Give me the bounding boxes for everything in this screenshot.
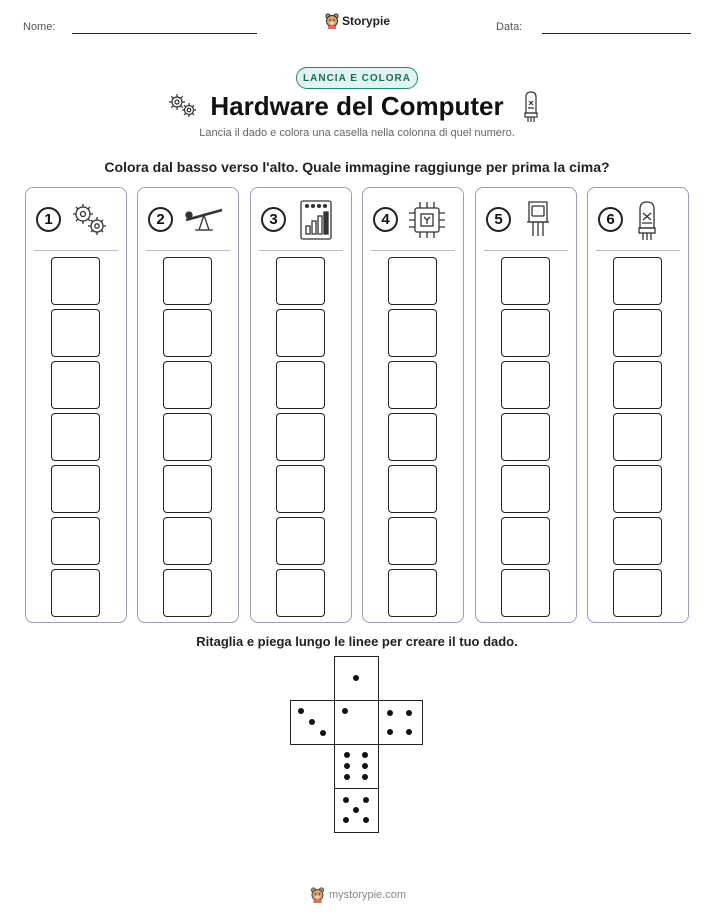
color-cell[interactable] xyxy=(163,361,212,409)
footer-site: mystorypie.com xyxy=(329,889,407,901)
die-pip xyxy=(342,708,348,714)
column-divider xyxy=(484,250,568,251)
column-2 xyxy=(137,187,239,623)
subtitle: Lancia il dado e colora una casella nella colonna di quel numero. xyxy=(199,127,515,139)
gears-icon xyxy=(70,200,110,240)
color-cell[interactable] xyxy=(613,257,662,305)
color-cell[interactable] xyxy=(501,413,550,461)
die-pip xyxy=(344,752,350,758)
column-6 xyxy=(587,187,689,623)
die-face xyxy=(334,700,379,745)
die-pip xyxy=(406,710,412,716)
color-cell[interactable] xyxy=(501,257,550,305)
color-cell[interactable] xyxy=(51,413,100,461)
brand-name: Storypie xyxy=(342,14,391,28)
vacuum-tube-icon xyxy=(632,200,662,242)
name-label: Nome: xyxy=(23,21,56,33)
color-cell[interactable] xyxy=(613,361,662,409)
color-cell[interactable] xyxy=(276,517,325,565)
column-divider xyxy=(371,250,455,251)
color-cell[interactable] xyxy=(276,361,325,409)
color-cell[interactable] xyxy=(388,361,437,409)
die-face xyxy=(378,700,423,745)
column-divider xyxy=(34,250,118,251)
die-pip xyxy=(309,719,315,725)
column-3 xyxy=(250,187,352,623)
column-number: 5 xyxy=(486,207,511,232)
die-pip xyxy=(343,797,349,803)
die-pip xyxy=(344,774,350,780)
color-cell[interactable] xyxy=(51,309,100,357)
die-pip xyxy=(363,797,369,803)
bear-icon xyxy=(310,887,325,903)
color-cell[interactable] xyxy=(163,309,212,357)
die-pip xyxy=(362,752,368,758)
color-cell[interactable] xyxy=(276,257,325,305)
color-cell[interactable] xyxy=(613,569,662,617)
column-number: 2 xyxy=(148,207,173,232)
transistor-icon xyxy=(520,200,556,240)
date-line[interactable] xyxy=(542,33,691,34)
column-divider xyxy=(259,250,343,251)
color-cell[interactable] xyxy=(388,517,437,565)
die-pip xyxy=(406,729,412,735)
color-cell[interactable] xyxy=(276,465,325,513)
column-1 xyxy=(25,187,127,623)
date-label: Data: xyxy=(496,21,523,33)
die-face xyxy=(334,656,379,701)
die-pip xyxy=(387,729,393,735)
color-cell[interactable] xyxy=(388,465,437,513)
color-cell[interactable] xyxy=(388,257,437,305)
column-number: 6 xyxy=(598,207,623,232)
die-face xyxy=(334,788,379,833)
footer xyxy=(310,887,406,903)
color-cell[interactable] xyxy=(163,413,212,461)
column-divider xyxy=(596,250,680,251)
color-cell[interactable] xyxy=(613,309,662,357)
color-cell[interactable] xyxy=(388,309,437,357)
column-number: 3 xyxy=(261,207,286,232)
color-cell[interactable] xyxy=(501,361,550,409)
die-pip xyxy=(387,710,393,716)
color-cell[interactable] xyxy=(51,569,100,617)
die-pip xyxy=(353,675,359,681)
vacuum-tube-icon xyxy=(522,91,540,123)
color-cell[interactable] xyxy=(501,517,550,565)
die-pip xyxy=(344,763,350,769)
die-pip xyxy=(343,817,349,823)
instruction: Colora dal basso verso l'alto. Quale immagine raggiunge per prima la cima? xyxy=(104,159,610,175)
color-cell[interactable] xyxy=(501,569,550,617)
color-cell[interactable] xyxy=(613,465,662,513)
color-cell[interactable] xyxy=(501,465,550,513)
page-title: Hardware del Computer xyxy=(210,91,504,121)
cpu-chip-icon xyxy=(407,200,447,240)
activity-badge: LANCIA E COLORA xyxy=(296,67,418,89)
color-cell[interactable] xyxy=(163,569,212,617)
color-cell[interactable] xyxy=(51,517,100,565)
color-cell[interactable] xyxy=(388,569,437,617)
die-face xyxy=(290,700,335,745)
color-cell[interactable] xyxy=(163,517,212,565)
die-pip xyxy=(362,774,368,780)
color-cell[interactable] xyxy=(613,413,662,461)
brand-logo xyxy=(325,13,390,29)
bar-chart-icon xyxy=(295,200,335,242)
column-number: 1 xyxy=(36,207,61,232)
column-4 xyxy=(362,187,464,623)
die-pip xyxy=(362,763,368,769)
color-cell[interactable] xyxy=(51,361,100,409)
color-cell[interactable] xyxy=(388,413,437,461)
color-cell[interactable] xyxy=(276,569,325,617)
color-cell[interactable] xyxy=(51,465,100,513)
die-pip xyxy=(298,708,304,714)
die-pip xyxy=(320,730,326,736)
column-5 xyxy=(475,187,577,623)
die-face xyxy=(334,744,379,789)
name-line[interactable] xyxy=(72,33,257,34)
color-cell[interactable] xyxy=(501,309,550,357)
color-cell[interactable] xyxy=(51,257,100,305)
color-cell[interactable] xyxy=(276,413,325,461)
color-cell[interactable] xyxy=(276,309,325,357)
column-number: 4 xyxy=(373,207,398,232)
seesaw-icon xyxy=(182,200,226,240)
die-instruction: Ritaglia e piega lungo le linee per creare il tuo dado. xyxy=(196,634,518,649)
die-pip xyxy=(353,807,359,813)
bear-icon xyxy=(325,13,339,29)
color-cell[interactable] xyxy=(613,517,662,565)
color-cell[interactable] xyxy=(163,257,212,305)
column-divider xyxy=(146,250,230,251)
color-cell[interactable] xyxy=(163,465,212,513)
die-pip xyxy=(363,817,369,823)
